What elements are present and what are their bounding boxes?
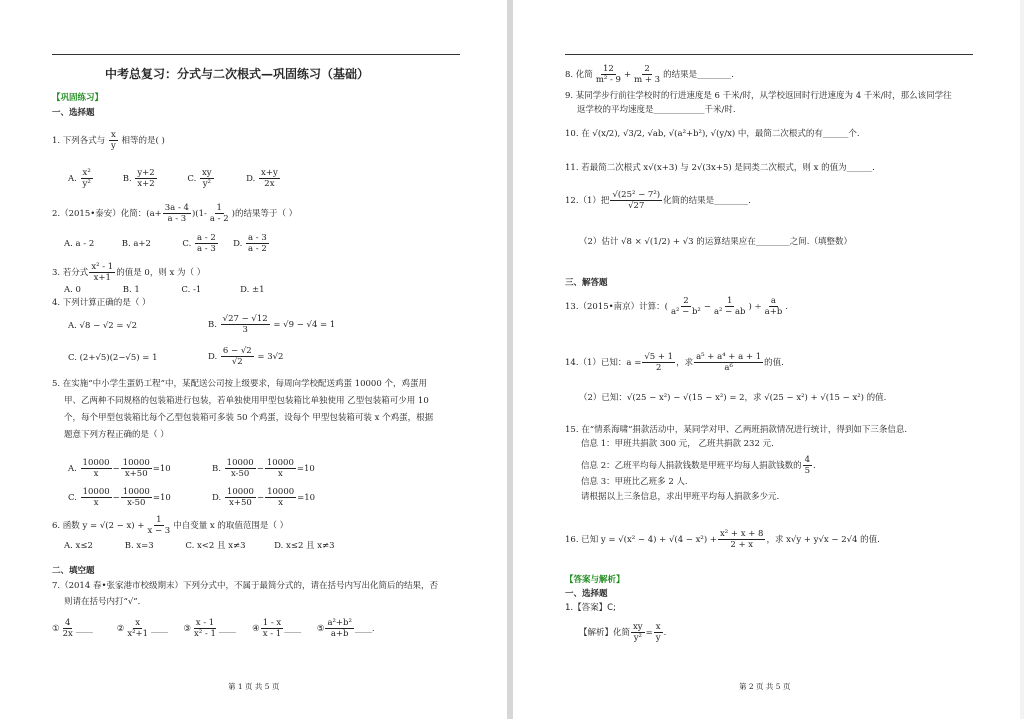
option-b: B. a+2 <box>121 239 151 249</box>
question-2: 2.（2015•泰安）化简：(a+ $\frac{3a - 4}{a - 3}$ )(1- $\frac{1}{a - 2}$ )的结果等于（ ） <box>52 203 298 224</box>
section-heading: 三、解答题 <box>565 278 608 288</box>
option-b: B. $\frac{y+2}{x+2}$ <box>122 168 155 189</box>
option-c: C. (2+√5)(2−√5) = 1 <box>68 353 158 363</box>
answer-1-explanation: 【解析】化简 $\frac{xy}{\text{y²}}$ = $\frac{x}{y}$ . <box>579 622 667 643</box>
option-b: B. $\frac{10000}{x-50}$ − $\frac{10000}{x}$ =10 <box>212 458 315 479</box>
question-11: 11. 若最简二次根式 x√(x+3) 与 2√(3x+5) 是同类二次根式，则 x 的值为______. <box>565 163 875 173</box>
option-c: C. $\frac{a - 2}{a - 3}$ <box>182 233 216 254</box>
option-d: D. $\frac{a - 3}{a - 2}$ <box>233 233 267 254</box>
question-7-items: ① $\frac{4}{2x}$ ____ ② $\frac{x}{\text{x²+1}}$ ____ ③ $\frac{x - 1}{\text{x² - 1}}$ ____ ④ $\frac{1 - x}{x - 1}$ ____ ⑤ $\frac{\text{a²+b²}}{a+b}$ ____. <box>52 618 375 639</box>
question-1: 1. 下列各式与 $\frac{x}{y}$ 相等的是( ) <box>52 130 165 151</box>
question-4: 4. 下列计算正确的是（ ） <box>52 298 151 308</box>
option-c: C. $\frac{10000}{x}$ − $\frac{10000}{x-50}$ =10 <box>68 487 171 508</box>
page-title: 中考总复习：分式与二次根式—巩固练习（基础） <box>105 67 370 81</box>
option-a: A. $\frac{\text{x²}}{\text{y²}}$ <box>68 168 91 189</box>
question-8: 8. 化简 $\frac{12}{\text{m² - 9}}$ + $\frac{2}{m + 3}$ 的结果是________. <box>565 64 734 85</box>
question-9-line-1: 9. 某同学步行前往学校时的行进速度是 6 千米/时，从学校返回时行进速度为 4 千米/时，那么该同学往 <box>565 91 952 101</box>
question-6: 6. 函数 y = √(2 − x) + $\frac{1}{x - 3}$ 中自变量 x 的取值范围是（ ） <box>52 515 289 536</box>
answer-1: 1.【答案】C; <box>565 603 616 613</box>
question-6-options: A. x≤2 B. x=3 C. x<2 且 x≠3 D. x≤2 且 x≠3 <box>64 541 335 551</box>
question-16: 16. 已知 y = √(x² − 4) + √(4 − x²) + $\frac{\text{x² + x + 8}}{2 + x}$ ，求 x√y + y√x − 2√4 的值. <box>565 529 880 550</box>
answers-tag: 【答案与解析】 <box>565 575 625 585</box>
question-14-part-2: （2）已知：√(25 − x²) − √(15 − x²) = 2，求 √(25 − x²) + √(15 − x²) 的值. <box>579 393 887 403</box>
question-5-line-3: 个，每个甲型包装箱比每个乙型包装箱可多装 50 个鸡蛋，设每个 甲型包装箱可装 x 个鸡蛋，根据 <box>64 413 434 423</box>
question-3-options: A. 0 B. 1 C. -1 D. ±1 <box>64 285 265 295</box>
option-a: A. √8 − √2 = √2 <box>68 321 138 331</box>
fraction: $\frac{x}{y}$ <box>111 130 116 151</box>
page-footer: 第 2 页 共 5 页 <box>739 682 791 691</box>
question-10: 10. 在 √(x/2), √3/2, √ab, √(a²+b²), √(y/x) 中，最简二次根式的有______个. <box>565 129 860 139</box>
question-15-ask: 请根据以上三条信息，求出甲班平均每人捐款多少元. <box>581 492 780 502</box>
question-7-line-2: 则请在括号内打“√”． <box>64 597 147 607</box>
question-13: 13.（2015•南京）计算：( $\frac{2}{\text{a² − b²}}$ − $\frac{1}{\text{a² − ab}}$ ) ÷ $\frac{a}{a+b}$ . <box>565 296 788 317</box>
option-d: D. $\frac{6 - √2}{√2}$ = 3√2 <box>208 346 284 367</box>
page-1 <box>0 0 507 719</box>
option-d: D. $\frac{x+y}{2x}$ <box>246 168 278 189</box>
option-c: C. $\frac{xy}{\text{y²}}$ <box>187 168 212 189</box>
question-7-line-1: 7.（2014 春•张家港市校级期末）下列分式中，不属于最简分式的，请在括号内写出化简后的结果，否 <box>52 581 438 591</box>
question-9-line-2: 返学校的平均速度是____________千米/时. <box>577 105 736 115</box>
header-rule <box>52 54 460 55</box>
question-3: 3. 若分式 $\frac{\text{x² - 1}}{x+1}$ 的值是 0，则 x 为（ ） <box>52 262 206 283</box>
section-heading: 一、选择题 <box>565 589 608 599</box>
section-heading: 一、选择题 <box>52 108 95 118</box>
page-2 <box>513 0 1020 719</box>
question-14-part-1: 14.（1）已知：a = $\frac{√5 + 1}{2}$ ，求 $\frac{\text{a⁵ + a⁴ + a + 1}}{\text{a⁶}}$ 的值. <box>565 352 784 373</box>
question-15-info-2: 信息 2：乙班平均每人捐款钱数是甲班平均每人捐款钱数的 $\frac{4}{5}$ . <box>581 455 816 476</box>
option-b: B. $\frac{√27 - √12}{3}$ = √9 − √4 = 1 <box>208 314 336 335</box>
question-15-info-3: 信息 3：甲班比乙班多 2 人. <box>581 477 688 487</box>
question-1-options <box>68 168 306 189</box>
question-15-line-2: 信息 1：甲班共捐款 300 元， 乙班共捐款 232 元. <box>581 439 774 449</box>
question-2-options <box>64 233 270 254</box>
option-a: A. $\frac{10000}{x}$ − $\frac{10000}{x+50}$ =10 <box>68 458 171 479</box>
practice-tag: 【巩固练习】 <box>52 93 104 103</box>
option-a: A. a - 2 <box>64 239 95 249</box>
page-footer: 第 1 页 共 5 页 <box>228 682 280 691</box>
question-12-part-1: 12.（1）把 $\frac{\text{√(25² − 7²)}}{√27}$ 化简的结果是________. <box>565 190 751 211</box>
question-15-line-1: 15. 在“情系海啸”捐款活动中，某同学对甲、乙两班捐款情况进行统计，得到如下三条信息. <box>565 425 908 435</box>
section-heading: 二、填空题 <box>52 566 95 576</box>
question-5-line-4: 题意下列方程正确的是（ ） <box>64 430 169 440</box>
option-d: D. $\frac{10000}{x+50}$ − $\frac{10000}{x}$ =10 <box>212 487 316 508</box>
question-12-part-2: （2）估计 √8 × √(1/2) + √3 的运算结果应在________之间.（填整数） <box>579 237 852 247</box>
question-5-line-1: 5. 在实施“中小学生蛋奶工程”中，某配送公司按上级要求，每周向学校配送鸡蛋 10000 个，鸡蛋用 <box>52 379 427 389</box>
question-5-line-2: 甲、乙两种不同规格的包装箱进行包装，若单独使用甲型包装箱比单独使用 乙型包装箱可少用 10 <box>64 396 429 406</box>
header-rule <box>565 54 973 55</box>
